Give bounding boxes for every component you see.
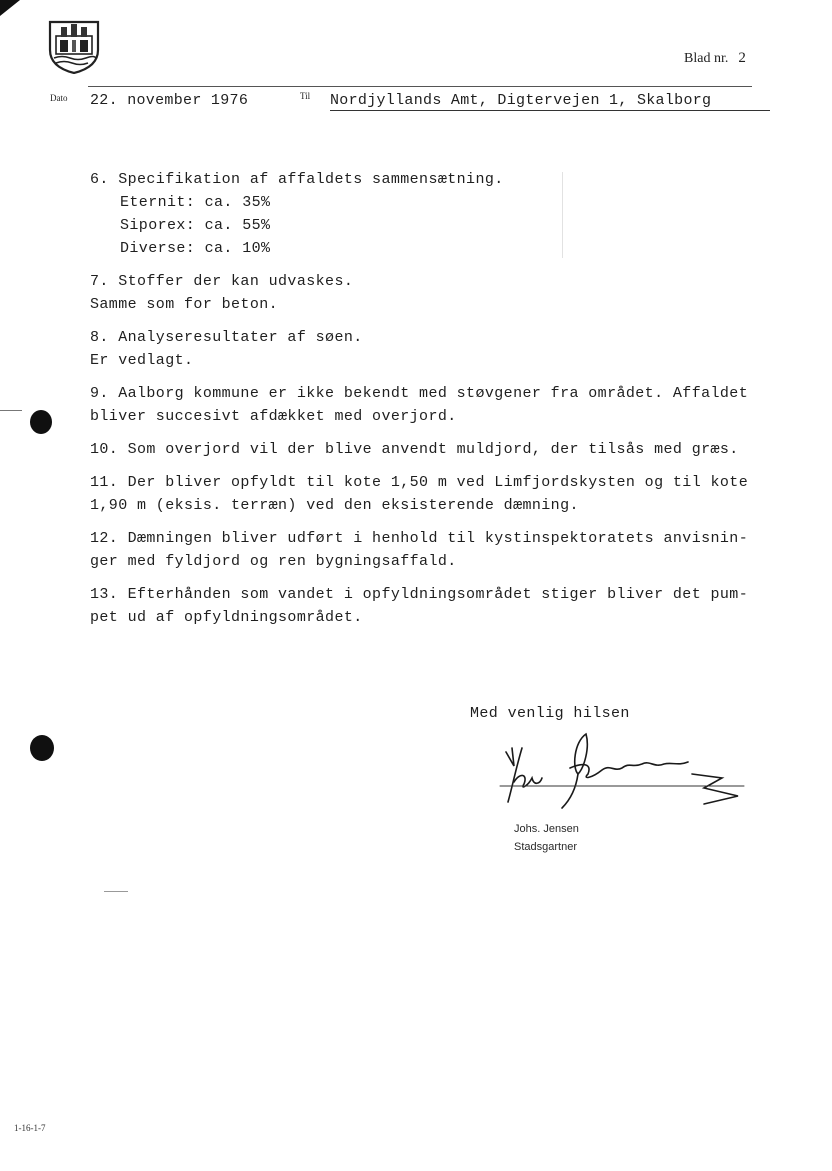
punch-hole xyxy=(30,410,52,434)
fold-mark xyxy=(0,0,20,16)
date-label: Dato xyxy=(50,93,68,103)
margin-mark xyxy=(104,891,128,892)
item-12-line: ger med fyldjord og ren bygningsaffald. xyxy=(90,553,457,570)
item-7-line: Samme som for beton. xyxy=(90,296,279,313)
spec-value: ca. 10% xyxy=(204,240,271,257)
sheet-label: Blad nr. xyxy=(684,51,729,66)
sheet-number-value: 2 xyxy=(738,50,746,66)
address-underline xyxy=(330,110,770,111)
recipient-label: Til xyxy=(300,91,311,101)
signatory xyxy=(514,820,579,856)
letter-body xyxy=(90,168,810,629)
item-9-line: bliver succesivt afdækket med overjord. xyxy=(90,408,457,425)
closing-greeting: Med venlig hilsen xyxy=(470,705,630,722)
spec-value: ca. 35% xyxy=(204,194,271,211)
item-8-line: 8. Analyseresultater af søen. xyxy=(90,329,363,346)
item-11-line: 1,90 m (eksis. terræn) ved den eksisterende dæmning. xyxy=(90,497,579,514)
item-13-line: 13. Efterhånden som vandet i opfyldningsområdet stiger bliver det pum- xyxy=(90,586,749,603)
spec-value: ca. 55% xyxy=(204,217,271,234)
sheet-number xyxy=(684,50,746,67)
item-7-line: 7. Stoffer der kan udvaskes. xyxy=(90,273,354,290)
item-13-line: pet ud af opfyldningsområdet. xyxy=(90,609,363,626)
city-crest-logo xyxy=(46,16,102,74)
header-divider xyxy=(88,86,752,87)
recipient-address: Nordjyllands Amt, Digtervejen 1, Skalborg xyxy=(330,92,712,109)
item-12-line: 12. Dæmningen bliver udført i henhold til kystinspektoratets anvisnin- xyxy=(90,530,749,547)
signatory-title: Stadsgartner xyxy=(514,841,577,853)
spec-row xyxy=(90,191,810,214)
item-11-line: 11. Der bliver opfyldt til kote 1,50 m ved Limfjordskysten og til kote xyxy=(90,474,749,491)
punch-hole xyxy=(30,735,54,761)
item-10-line: 10. Som overjord vil der blive anvendt muldjord, der tilsås med græs. xyxy=(90,441,739,458)
signatory-name: Johs. Jensen xyxy=(514,823,579,835)
margin-mark xyxy=(0,410,22,411)
spec-label: Eternit: xyxy=(120,194,205,211)
handwritten-signature xyxy=(492,728,752,820)
spec-label: Siporex: xyxy=(120,217,205,234)
spec-row xyxy=(90,214,810,237)
item-8-line: Er vedlagt. xyxy=(90,352,194,369)
letter-date: 22. november 1976 xyxy=(90,92,249,109)
item-6-heading: 6. Specifikation af affaldets sammensætning. xyxy=(90,171,504,188)
item-9-line: 9. Aalborg kommune er ikke bekendt med støvgener fra området. Affaldet xyxy=(90,385,749,402)
form-reference: 1-16-1-7 xyxy=(14,1123,46,1133)
spec-label: Diverse: xyxy=(120,240,205,257)
spec-row xyxy=(90,237,810,260)
